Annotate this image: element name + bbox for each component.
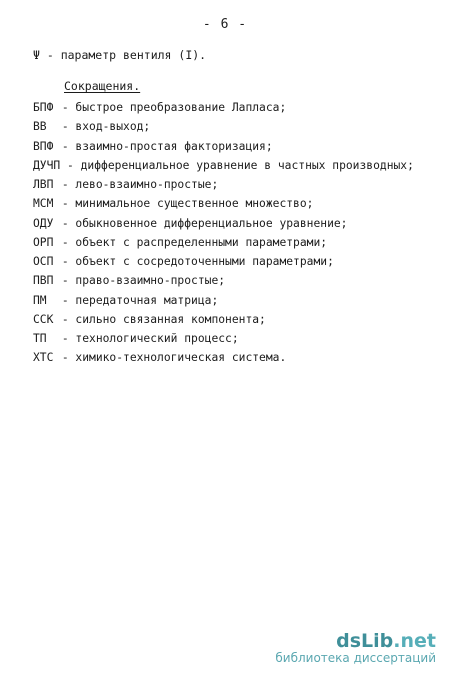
- abbreviation-item: [33, 175, 414, 194]
- abbreviation-term: МСМ: [33, 197, 54, 211]
- abbreviation-term: ПВП: [33, 274, 54, 288]
- watermark-logo: [275, 631, 436, 651]
- abbreviation-term: ТП: [33, 332, 47, 345]
- abbreviation-definition: - сильно связанная компонента;: [61, 312, 266, 326]
- abbreviation-term: ОДУ: [33, 216, 54, 230]
- abbreviation-term: ОСП: [33, 255, 54, 268]
- watermark-subtitle: библиотека диссертаций: [275, 651, 436, 665]
- abbreviation-item: [33, 310, 414, 329]
- abbreviation-definition: - взаимно-простая факторизация;: [61, 139, 273, 153]
- abbreviation-definition: - объект с распределенными параметрами;: [61, 235, 328, 249]
- abbreviation-item: [33, 156, 414, 175]
- abbreviation-item: [33, 137, 414, 156]
- abbreviation-definition: - дифференциальное уравнение в частных производных;: [67, 158, 414, 172]
- abbreviation-item: [33, 233, 414, 252]
- abbreviation-term: ВПФ: [33, 139, 54, 153]
- abbreviation-term: ВВ: [33, 120, 47, 134]
- abbreviation-definition: - лево-взаимно-простые;: [61, 178, 219, 191]
- abbreviation-item: [33, 291, 414, 310]
- abbreviation-term: ДУЧП: [33, 158, 61, 172]
- watermark-logo-main: dsLib: [336, 630, 394, 652]
- abbreviation-item: [33, 117, 414, 136]
- abbreviations-list: [33, 98, 414, 368]
- abbreviation-term: ХТС: [33, 351, 54, 365]
- abbreviation-definition: - обыкновенное дифференциальное уравнение;: [61, 216, 348, 230]
- abbreviation-definition: - минимальное существенное множество;: [61, 197, 314, 211]
- abbreviation-definition: - право-взаимно-простые;: [61, 274, 226, 288]
- abbreviation-definition: - химико-технологическая система.: [61, 351, 287, 365]
- abbreviations-heading: Сокращения.: [64, 79, 141, 93]
- abbreviation-definition: - технологический процесс;: [61, 332, 239, 345]
- abbreviation-term: ЛВП: [33, 178, 54, 191]
- abbreviation-definition: - объект с сосредоточенными параметрами;: [61, 255, 334, 268]
- abbreviation-item: [33, 271, 414, 290]
- psi-definition: Ψ - параметр вентиля (I).: [33, 48, 207, 62]
- abbreviation-item: [33, 252, 414, 271]
- abbreviation-term: ССК: [33, 312, 54, 326]
- abbreviation-term: ПМ: [33, 293, 47, 307]
- watermark-logo-tld: .net: [393, 630, 436, 652]
- abbreviation-term: ОРП: [33, 235, 54, 249]
- abbreviation-term: БПФ: [33, 101, 54, 114]
- dslib-watermark: [275, 631, 436, 666]
- abbreviation-definition: - вход-выход;: [61, 120, 151, 134]
- abbreviation-item: [33, 329, 414, 348]
- abbreviation-definition: - передаточная матрица;: [61, 293, 219, 307]
- abbreviation-item: [33, 214, 414, 233]
- page-number: - 6 -: [202, 17, 248, 32]
- abbreviation-definition: - быстрое преобразование Лапласа;: [61, 101, 287, 114]
- abbreviation-item: [33, 194, 414, 213]
- abbreviation-item: [33, 98, 414, 117]
- abbreviation-item: [33, 348, 414, 367]
